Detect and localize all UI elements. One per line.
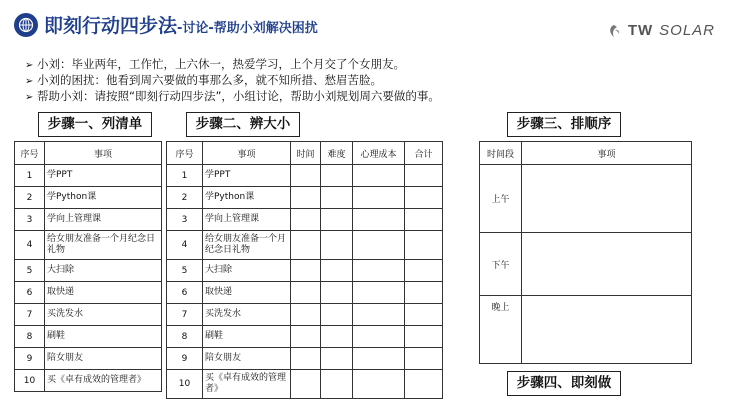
table-row [15, 165, 162, 187]
row-number: 3 [167, 209, 203, 231]
bullet-text: 小刘的困扰：他看到周六要做的事那么多，就不知所措、愁眉苦脸。 [37, 73, 382, 87]
difficulty-cell[interactable] [321, 370, 353, 399]
total-cell[interactable] [405, 260, 443, 282]
time-cell[interactable] [291, 165, 321, 187]
step1-label: 步骤一、列清单 [38, 112, 152, 137]
row-number: 10 [167, 370, 203, 399]
period-cell: 下午 [480, 233, 522, 296]
difficulty-cell[interactable] [321, 260, 353, 282]
row-number: 2 [167, 187, 203, 209]
table-row [480, 233, 692, 296]
row-number: 9 [167, 348, 203, 370]
row-number: 1 [15, 165, 45, 187]
row-item: 大扫除 [203, 260, 291, 282]
mental-cost-cell[interactable] [353, 187, 405, 209]
row-item: 买洗发水 [45, 304, 162, 326]
row-number: 9 [15, 348, 45, 370]
bullet-text: 小刘：毕业两年，工作忙，上六休一，热爱学习，上个月交了个女朋友。 [37, 57, 405, 71]
row-number: 6 [15, 282, 45, 304]
table-row [167, 187, 443, 209]
arrow-bullet-icon: ➢ [25, 76, 34, 87]
table-row [15, 260, 162, 282]
column-header: 难度 [321, 142, 353, 165]
row-number: 7 [15, 304, 45, 326]
row-number: 1 [167, 165, 203, 187]
row-item: 学Python课 [203, 187, 291, 209]
brand-name-2: SOLAR [659, 22, 715, 39]
row-item: 刷鞋 [45, 326, 162, 348]
total-cell[interactable] [405, 326, 443, 348]
table-header-row [15, 142, 162, 165]
time-cell[interactable] [291, 231, 321, 260]
page-title-sub: -讨论-帮助小刘解决困扰 [177, 21, 318, 36]
difficulty-cell[interactable] [321, 231, 353, 260]
total-cell[interactable] [405, 231, 443, 260]
mental-cost-cell[interactable] [353, 282, 405, 304]
row-item: 取快递 [203, 282, 291, 304]
row-item: 取快递 [45, 282, 162, 304]
row-number: 4 [15, 231, 45, 260]
table-header-row [167, 142, 443, 165]
time-cell[interactable] [291, 260, 321, 282]
row-item: 学PPT [203, 165, 291, 187]
total-cell[interactable] [405, 370, 443, 399]
table-row [480, 296, 692, 364]
column-header: 事项 [522, 142, 692, 165]
table-row [480, 165, 692, 233]
column-header: 序号 [167, 142, 203, 165]
difficulty-cell[interactable] [321, 209, 353, 231]
brand-name-1: TW [627, 22, 654, 39]
row-number: 8 [167, 326, 203, 348]
table-row [167, 260, 443, 282]
time-cell[interactable] [291, 326, 321, 348]
bullet-text: 帮助小刘：请按照“即刻行动四步法”，小组讨论，帮助小刘规划周六要做的事。 [37, 89, 440, 103]
mental-cost-cell[interactable] [353, 231, 405, 260]
table-row [167, 231, 443, 260]
row-item: 学PPT [45, 165, 162, 187]
page-title [44, 11, 318, 38]
table-row [15, 187, 162, 209]
column-header: 序号 [15, 142, 45, 165]
total-cell[interactable] [405, 304, 443, 326]
arrow-bullet-icon: ➢ [25, 92, 34, 103]
step3-label: 步骤三、排顺序 [507, 112, 621, 137]
arrow-bullet-icon: ➢ [25, 60, 34, 71]
mental-cost-cell[interactable] [353, 260, 405, 282]
total-cell[interactable] [405, 209, 443, 231]
difficulty-cell[interactable] [321, 326, 353, 348]
table-row [167, 304, 443, 326]
rank-table [166, 141, 443, 399]
table-row [15, 282, 162, 304]
row-number: 2 [15, 187, 45, 209]
row-item: 买《卓有成效的管理者》 [45, 370, 162, 392]
schedule-item-cell[interactable] [522, 296, 692, 364]
mental-cost-cell[interactable] [353, 326, 405, 348]
row-number: 7 [167, 304, 203, 326]
column-header: 事项 [45, 142, 162, 165]
difficulty-cell[interactable] [321, 304, 353, 326]
mental-cost-cell[interactable] [353, 370, 405, 399]
table-row [15, 209, 162, 231]
table-row [15, 231, 162, 260]
table-row [15, 326, 162, 348]
period-cell: 晚上 [480, 296, 522, 364]
leaf-swirl-icon [606, 23, 622, 39]
difficulty-cell[interactable] [321, 282, 353, 304]
time-cell[interactable] [291, 304, 321, 326]
bullet-item [25, 73, 440, 89]
header-bar [0, 0, 729, 60]
row-number: 4 [167, 231, 203, 260]
column-header: 时间 [291, 142, 321, 165]
difficulty-cell[interactable] [321, 187, 353, 209]
table-row [167, 209, 443, 231]
mental-cost-cell[interactable] [353, 209, 405, 231]
row-number: 5 [167, 260, 203, 282]
total-cell[interactable] [405, 348, 443, 370]
bullet-item [25, 89, 440, 105]
table-row [167, 348, 443, 370]
step2-label: 步骤二、辨大小 [186, 112, 300, 137]
page-title-main: 即刻行动四步法 [44, 15, 178, 37]
table-row [167, 282, 443, 304]
difficulty-cell[interactable] [321, 348, 353, 370]
step4-label: 步骤四、即刻做 [507, 371, 621, 396]
row-item: 陪女朋友 [203, 348, 291, 370]
table-row [15, 304, 162, 326]
time-cell[interactable] [291, 187, 321, 209]
difficulty-cell[interactable] [321, 165, 353, 187]
row-item: 给女朋友准备一个月纪念日礼物 [45, 231, 162, 260]
time-cell[interactable] [291, 282, 321, 304]
total-cell[interactable] [405, 165, 443, 187]
column-header: 时间段 [480, 142, 522, 165]
brand-logo [606, 22, 715, 39]
row-item: 大扫除 [45, 260, 162, 282]
schedule-table [479, 141, 692, 364]
mental-cost-cell[interactable] [353, 348, 405, 370]
period-cell: 上午 [480, 165, 522, 233]
row-item: 陪女朋友 [45, 348, 162, 370]
row-number: 10 [15, 370, 45, 392]
mental-cost-cell[interactable] [353, 304, 405, 326]
total-cell[interactable] [405, 187, 443, 209]
table-row [15, 370, 162, 392]
table-row [15, 348, 162, 370]
row-item: 学Python课 [45, 187, 162, 209]
bullet-item [25, 57, 440, 73]
row-item: 买洗发水 [203, 304, 291, 326]
globe-building-icon [14, 13, 38, 37]
time-cell[interactable] [291, 348, 321, 370]
row-item: 学向上管理课 [45, 209, 162, 231]
list-table [14, 141, 162, 392]
row-item: 刷鞋 [203, 326, 291, 348]
row-number: 3 [15, 209, 45, 231]
table-row [167, 370, 443, 399]
schedule-item-cell[interactable] [522, 233, 692, 296]
bullet-list [25, 57, 440, 105]
time-cell[interactable] [291, 209, 321, 231]
schedule-item-cell[interactable] [522, 165, 692, 233]
row-number: 8 [15, 326, 45, 348]
time-cell[interactable] [291, 370, 321, 399]
table-header-row [480, 142, 692, 165]
column-header: 事项 [203, 142, 291, 165]
mental-cost-cell[interactable] [353, 165, 405, 187]
total-cell[interactable] [405, 282, 443, 304]
table-row [167, 165, 443, 187]
row-number: 5 [15, 260, 45, 282]
table-row [167, 326, 443, 348]
row-item: 给女朋友准备一个月纪念日礼物 [203, 231, 291, 260]
column-header: 心理成本 [353, 142, 405, 165]
column-header: 合计 [405, 142, 443, 165]
row-item: 买《卓有成效的管理者》 [203, 370, 291, 399]
row-item: 学向上管理课 [203, 209, 291, 231]
row-number: 6 [167, 282, 203, 304]
